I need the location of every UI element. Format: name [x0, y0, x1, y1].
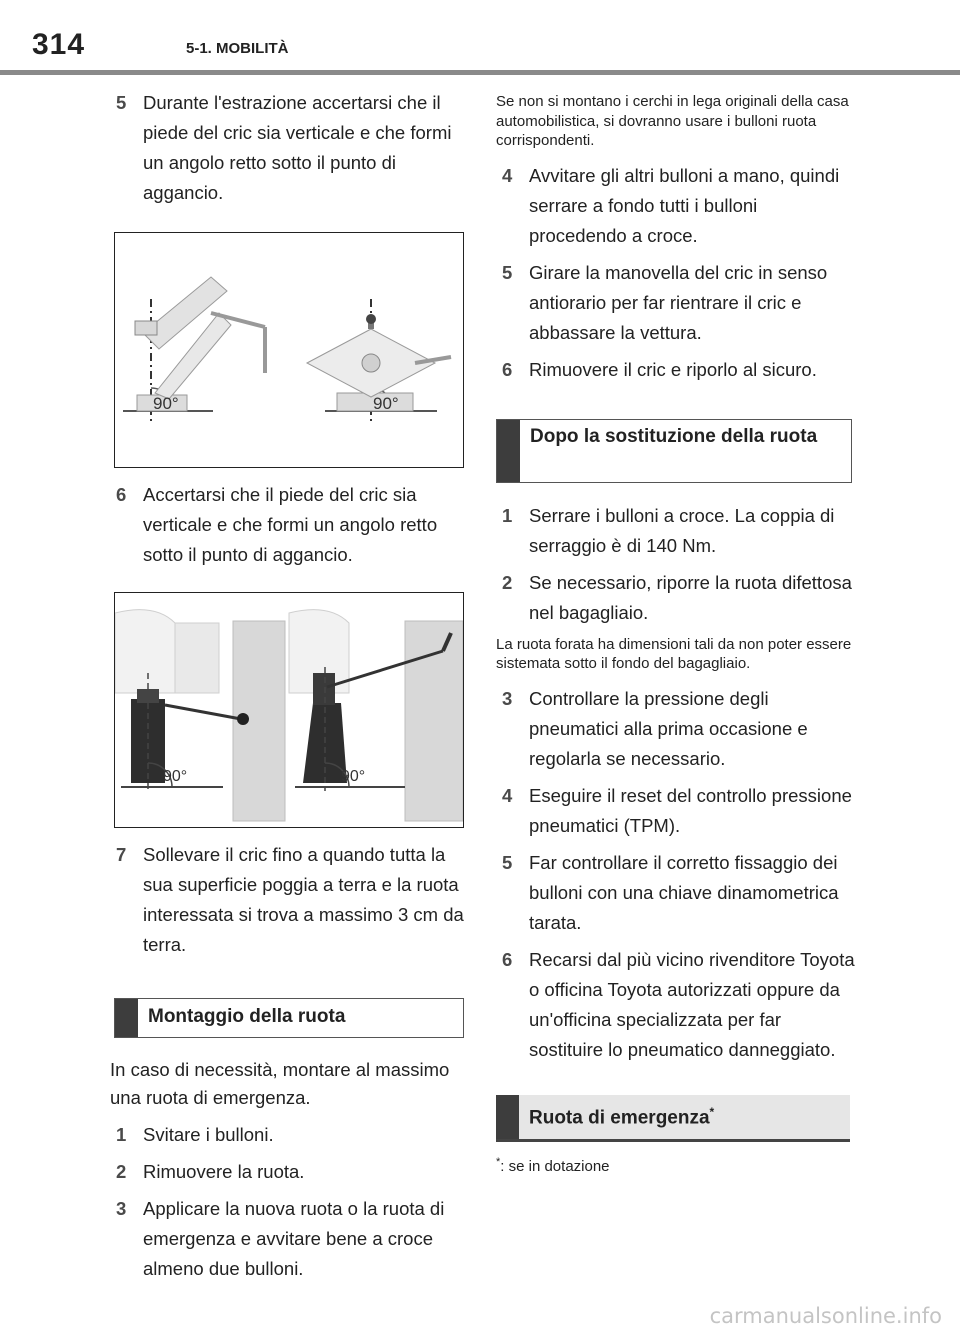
watermark: carmanualsonline.info: [709, 1304, 942, 1328]
step-number: 2: [116, 1161, 127, 1182]
step-text: Se necessario, riporre la ruota difettosa nel bagagliaio.: [529, 571, 852, 623]
heading-bar: [115, 999, 138, 1037]
step-number: 5: [502, 851, 513, 873]
heading-spare-wheel: [496, 1095, 850, 1142]
step-number: 3: [116, 1198, 127, 1219]
step-text: Durante l'estrazione accertarsi che il piede del cric sia verticale e che formi un angolo retto sotto il punto di aggancio.: [143, 92, 452, 203]
step-text: Rimuovere il cric e riporlo al sicuro.: [529, 358, 817, 380]
right-column: [496, 88, 856, 1175]
step-text: Eseguire il reset del controllo pressione pneumatici (TPM).: [529, 784, 852, 836]
note-flat-tire: La ruota forata ha dimensioni tali da non poter essere sistemata sotto il fondo del bagagliaio.: [496, 635, 852, 672]
step-number: 2: [502, 571, 513, 593]
header-rule: [0, 70, 960, 75]
step-text: Sollevare il cric fino a quando tutta la sua superficie poggia a terra e la ruota interessata si trova a massimo 3 cm da terra.: [143, 844, 464, 955]
step-text: Avvitare gli altri bulloni a mano, quindi serrare a fondo tutti i bulloni procedendo a croce.: [529, 164, 840, 246]
step-item: [496, 161, 856, 251]
footnote-marker: *: [496, 1155, 501, 1168]
step-item: [110, 480, 470, 570]
page-number: 314: [32, 28, 86, 61]
step-text: Far controllare il corretto fissaggio dei bulloni con una chiave dinamometrica tarata.: [529, 851, 839, 933]
heading-mount-wheel: [114, 998, 464, 1038]
footnote-text: : se in dotazione: [500, 1157, 610, 1175]
step-item: [496, 355, 856, 385]
angle-label-left: 90°: [163, 768, 188, 785]
step-item: [110, 1120, 470, 1150]
jack-under-car-svg: [115, 593, 463, 827]
step-item: [496, 945, 856, 1065]
note-alloy-rims: Se non si montano i cerchi in lega originali della casa automobilistica, si dovranno usare i bulloni ruota corrispondenti.: [496, 93, 849, 149]
heading-after-replacement: [496, 419, 852, 483]
step-item: [110, 840, 470, 960]
step-number: 4: [502, 164, 513, 186]
step-number: 1: [502, 504, 513, 526]
step-item: [496, 568, 856, 628]
step-item: [110, 1194, 470, 1284]
step-number: 6: [116, 484, 127, 505]
heading-text: Dopo la sostituzione della ruota: [530, 425, 818, 447]
step-number: 1: [116, 1124, 127, 1145]
step-item: [110, 1157, 470, 1187]
step-number: 4: [502, 784, 513, 806]
jack-under-car-illustration: [114, 592, 464, 828]
heading-spare-label: Ruota di emergenza: [529, 1106, 710, 1128]
step-text: Rimuovere la ruota.: [143, 1161, 305, 1182]
step-item: [496, 848, 856, 938]
step-text: Controllare la pressione degli pneumatici alla prima occasione e regolarla se necessario.: [529, 687, 808, 769]
step-text: Girare la manovella del cric in senso antiorario per far rientrare il cric e abbassare la vettura.: [529, 261, 828, 343]
heading-text: Montaggio della ruota: [148, 1006, 346, 1027]
step-item: [110, 88, 470, 208]
step-text: Svitare i bulloni.: [143, 1124, 274, 1145]
heading-bar: [496, 1095, 519, 1139]
step-number: 5: [502, 261, 513, 283]
step-text: Serrare i bulloni a croce. La coppia di serraggio è di 140 Nm.: [529, 504, 835, 556]
step-text: Accertarsi che il piede del cric sia verticale e che formi un angolo retto sotto il punto di aggancio.: [143, 484, 438, 565]
angle-label-left: 90°: [153, 394, 179, 413]
step-item: [496, 781, 856, 841]
footnote-marker: *: [709, 1104, 715, 1119]
step-number: 5: [116, 92, 127, 113]
step-item: [496, 684, 856, 774]
step-item: [496, 501, 856, 561]
left-column: [110, 88, 470, 1291]
step-number: 3: [502, 687, 513, 709]
step-number: 7: [116, 844, 127, 865]
footnote: [496, 1156, 856, 1175]
angle-label-right: 90°: [341, 768, 366, 785]
jack-diagram-svg: [115, 233, 463, 467]
step-text: Recarsi dal più vicino rivenditore Toyota o officina Toyota autorizzati oppure da un'officina specializzata per far sostituire lo pneumatico danneggiato.: [529, 948, 855, 1060]
intro-paragraph: In caso di necessità, montare al massimo una ruota di emergenza.: [110, 1059, 450, 1108]
angle-label-right: 90°: [373, 394, 399, 413]
step-item: [496, 258, 856, 348]
heading-text: [529, 1105, 714, 1129]
step-text: Applicare la nuova ruota o la ruota di emergenza e avvitare bene a croce almeno due bulloni.: [143, 1198, 445, 1279]
jack-angle-illustration: [114, 232, 464, 468]
heading-bar: [497, 420, 520, 482]
step-number: 6: [502, 948, 513, 970]
section-title: 5-1. MOBILITÀ: [186, 40, 289, 57]
step-number: 6: [502, 358, 513, 380]
